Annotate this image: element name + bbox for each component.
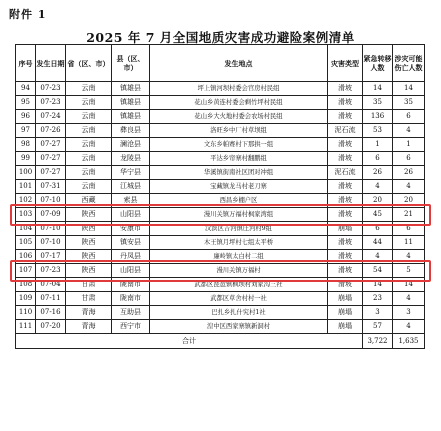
cell-location: 华溪镇街南社区团对冲组	[150, 166, 328, 180]
cell-casualties: 20	[393, 194, 425, 208]
cell-index: 107	[16, 264, 36, 278]
cell-hazard-type: 滑坡	[328, 208, 363, 222]
cell-date: 07-24	[36, 110, 66, 124]
cell-county: 丹凤县	[112, 250, 150, 264]
highlight-box	[10, 204, 431, 226]
highlight-box	[10, 260, 431, 282]
cell-index: 111	[16, 320, 36, 334]
cell-casualties: 6	[393, 110, 425, 124]
cell-hazard-type: 泥石流	[328, 124, 363, 138]
cell-location: 花山乡黄连村委会剩竹坪村民组	[150, 96, 328, 110]
cell-index: 102	[16, 194, 36, 208]
cell-evacuated: 35	[363, 96, 393, 110]
cell-evacuated: 20	[363, 194, 393, 208]
cell-location: 木王镇月坪村七组太平桥	[150, 236, 328, 250]
cell-date: 07-09	[36, 208, 66, 222]
cell-location: 漫川关镇万福村	[150, 264, 328, 278]
cell-hazard-type: 滑坡	[328, 82, 363, 96]
cell-index: 104	[16, 222, 36, 236]
cell-date: 07-04	[36, 278, 66, 292]
table-row	[16, 166, 425, 180]
cell-index: 105	[16, 236, 36, 250]
total-row	[16, 334, 425, 349]
cell-casualties: 35	[393, 96, 425, 110]
cell-province: 陕西	[66, 236, 112, 250]
cell-hazard-type: 崩塌	[328, 222, 363, 236]
column-header-index: 序号	[16, 45, 36, 82]
cell-date: 07-27	[36, 166, 66, 180]
cell-evacuated: 6	[363, 222, 393, 236]
cell-county: 镇雄县	[112, 82, 150, 96]
cell-province: 云南	[66, 110, 112, 124]
cell-county: 华宁县	[112, 166, 150, 180]
cell-index: 109	[16, 292, 36, 306]
cell-location: 汉滨区吉河镇庄河村9组	[150, 222, 328, 236]
cell-location: 西昌乡棚户区	[150, 194, 328, 208]
cell-casualties: 11	[393, 236, 425, 250]
cell-date: 07-23	[36, 96, 66, 110]
cell-index: 94	[16, 82, 36, 96]
cell-location: 湟中区西家寨镇新洞村	[150, 320, 328, 334]
cell-hazard-type: 滑坡	[328, 236, 363, 250]
cell-province: 青海	[66, 320, 112, 334]
cell-evacuated: 26	[363, 166, 393, 180]
cell-evacuated: 6	[363, 152, 393, 166]
cell-county: 山阳县	[112, 264, 150, 278]
cell-index: 108	[16, 278, 36, 292]
cell-casualties: 4	[393, 180, 425, 194]
cell-evacuated: 14	[363, 82, 393, 96]
cell-casualties: 4	[393, 320, 425, 334]
table-row	[16, 292, 425, 306]
annex-label: 附件 1	[9, 8, 47, 21]
cell-hazard-type: 滑坡	[328, 152, 363, 166]
cell-date: 07-10	[36, 222, 66, 236]
cell-casualties: 14	[393, 278, 425, 292]
cell-casualties: 4	[393, 292, 425, 306]
cell-index: 96	[16, 110, 36, 124]
cell-index: 99	[16, 152, 36, 166]
cell-evacuated: 4	[363, 180, 393, 194]
table-row	[16, 138, 425, 152]
cell-county: 镇雄县	[112, 96, 150, 110]
cell-evacuated: 136	[363, 110, 393, 124]
cell-hazard-type: 滑坡	[328, 138, 363, 152]
cell-location: 宝藏镇龙马村老刀寨	[150, 180, 328, 194]
table-footer	[16, 334, 425, 349]
cell-hazard-type: 滑坡	[328, 180, 363, 194]
cell-location: 平达乡帘寨村翻鹏组	[150, 152, 328, 166]
table-row	[16, 82, 425, 96]
cell-evacuated: 54	[363, 264, 393, 278]
cell-province: 云南	[66, 138, 112, 152]
cell-evacuated: 1	[363, 138, 393, 152]
cell-evacuated: 44	[363, 236, 393, 250]
cell-casualties: 6	[393, 222, 425, 236]
column-header-casualties: 涉灾可能伤亡人数	[393, 45, 425, 82]
cell-county: 镇安县	[112, 236, 150, 250]
column-header-date: 发生日期	[36, 45, 66, 82]
table-row	[16, 152, 425, 166]
cell-county: 陇南市	[112, 292, 150, 306]
cell-date: 07-23	[36, 82, 66, 96]
cell-province: 西藏	[66, 194, 112, 208]
cell-casualties: 14	[393, 82, 425, 96]
cell-province: 甘肃	[66, 278, 112, 292]
cell-province: 云南	[66, 96, 112, 110]
cell-date: 07-11	[36, 292, 66, 306]
cell-hazard-type: 滑坡	[328, 110, 363, 124]
cell-location: 武都区草舍村村一社	[150, 292, 328, 306]
cell-province: 云南	[66, 152, 112, 166]
column-header-location: 发生地点	[150, 45, 328, 82]
cell-index: 95	[16, 96, 36, 110]
cell-index: 97	[16, 124, 36, 138]
cell-location: 武都区琵琶镇枫坝村刘家沟三社	[150, 278, 328, 292]
cell-index: 101	[16, 180, 36, 194]
cell-casualties: 4	[393, 250, 425, 264]
table-row	[16, 124, 425, 138]
cell-province: 青海	[66, 306, 112, 320]
cell-province: 云南	[66, 166, 112, 180]
cell-county: 安康市	[112, 222, 150, 236]
table-row	[16, 180, 425, 194]
cell-evacuated: 53	[363, 124, 393, 138]
cell-location: 漫川关镇万福村枫家湾组	[150, 208, 328, 222]
cell-casualties: 4	[393, 124, 425, 138]
cell-index: 100	[16, 166, 36, 180]
cell-index: 110	[16, 306, 36, 320]
cell-province: 陕西	[66, 250, 112, 264]
cell-hazard-type: 崩塌	[328, 292, 363, 306]
cell-location: 花山乡大火地村委会农场村民组	[150, 110, 328, 124]
cell-county: 山阳县	[112, 208, 150, 222]
cell-hazard-type: 滑坡	[328, 96, 363, 110]
cell-hazard-type: 崩塌	[328, 306, 363, 320]
cell-evacuated: 14	[363, 278, 393, 292]
cell-casualties: 1	[393, 138, 425, 152]
cell-evacuated: 3	[363, 306, 393, 320]
cell-county: 彝良县	[112, 124, 150, 138]
cell-casualties: 21	[393, 208, 425, 222]
cell-county: 索县	[112, 194, 150, 208]
cell-casualties: 3	[393, 306, 425, 320]
cell-date: 07-16	[36, 306, 66, 320]
cell-county: 镇雄县	[112, 110, 150, 124]
column-header-province: 省（区、市）	[66, 45, 112, 82]
cell-county: 澜沧县	[112, 138, 150, 152]
cell-index: 106	[16, 250, 36, 264]
cell-province: 云南	[66, 180, 112, 194]
cell-province: 陕西	[66, 264, 112, 278]
cell-hazard-type: 滑坡	[328, 278, 363, 292]
cell-date: 07-23	[36, 264, 66, 278]
cell-location: 洛旺乡中厂村草坝组	[150, 124, 328, 138]
cell-province: 云南	[66, 124, 112, 138]
cell-hazard-type: 滑坡	[328, 264, 363, 278]
cell-location: 文东乡帕赛村下那拱一组	[150, 138, 328, 152]
cell-county: 龙陵县	[112, 152, 150, 166]
total-label: 合计	[16, 334, 363, 349]
cell-province: 陕西	[66, 208, 112, 222]
cell-province: 甘肃	[66, 292, 112, 306]
cell-date: 07-26	[36, 124, 66, 138]
cell-county: 陇南市	[112, 278, 150, 292]
cell-province: 云南	[66, 82, 112, 96]
cell-index: 103	[16, 208, 36, 222]
cell-date: 07-27	[36, 152, 66, 166]
case-table	[15, 44, 425, 349]
cell-county: 江城县	[112, 180, 150, 194]
cell-hazard-type: 泥石流	[328, 166, 363, 180]
cell-evacuated: 57	[363, 320, 393, 334]
column-header-county: 县（区、市）	[112, 45, 150, 82]
cell-location: 坪上镇河坝村委会官房村民组	[150, 82, 328, 96]
table-header	[16, 45, 425, 82]
cell-date: 07-17	[36, 250, 66, 264]
cell-evacuated: 4	[363, 250, 393, 264]
cell-evacuated: 45	[363, 208, 393, 222]
column-header-hazard-type: 灾害类型	[328, 45, 363, 82]
cell-location: 廉岭镇太白村二组	[150, 250, 328, 264]
table-row	[16, 110, 425, 124]
cell-county: 互助县	[112, 306, 150, 320]
cell-hazard-type: 滑坡	[328, 194, 363, 208]
cell-date: 07-10	[36, 236, 66, 250]
table-row	[16, 320, 425, 334]
cell-casualties: 5	[393, 264, 425, 278]
table-row	[16, 96, 425, 110]
cell-evacuated: 23	[363, 292, 393, 306]
cell-hazard-type: 滑坡	[328, 250, 363, 264]
total-casualties: 1,635	[393, 334, 425, 349]
table-row	[16, 306, 425, 320]
cell-casualties: 26	[393, 166, 425, 180]
cell-date: 07-31	[36, 180, 66, 194]
cell-date: 07-20	[36, 320, 66, 334]
column-header-evacuated: 紧急转移人数	[363, 45, 393, 82]
cell-date: 07-10	[36, 194, 66, 208]
cell-county: 西宁市	[112, 320, 150, 334]
cell-province: 陕西	[66, 222, 112, 236]
document-title: 2025 年 7 月全国地质灾害成功避险案例清单	[86, 30, 355, 45]
cell-hazard-type: 崩塌	[328, 320, 363, 334]
cell-date: 07-27	[36, 138, 66, 152]
total-evacuated: 3,722	[363, 334, 393, 349]
cell-index: 98	[16, 138, 36, 152]
cell-casualties: 6	[393, 152, 425, 166]
table-row	[16, 236, 425, 250]
cell-location: 巴扎乡扎什究村1社	[150, 306, 328, 320]
